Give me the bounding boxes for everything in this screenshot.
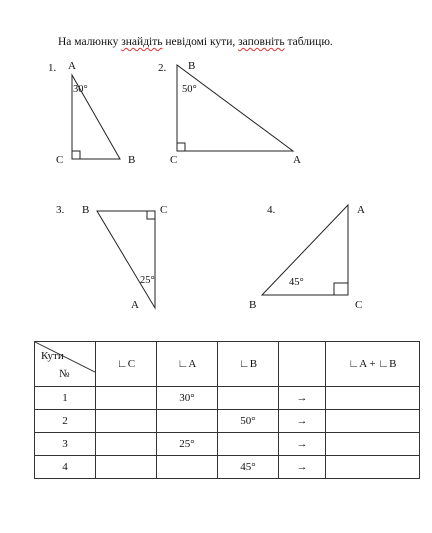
task-text-3: невідомі кути, bbox=[162, 36, 239, 48]
cell-angle-b[interactable]: 45° bbox=[218, 456, 279, 479]
figure-3-number: 3. bbox=[56, 204, 65, 216]
cell-row-number: 4 bbox=[35, 456, 96, 479]
cell-angle-a[interactable]: 30° bbox=[157, 387, 218, 410]
header-arrow-column bbox=[279, 342, 326, 387]
triangle-2 bbox=[177, 65, 293, 151]
task-text-5: таблицю. bbox=[284, 36, 333, 48]
cell-angle-b[interactable]: 50° bbox=[218, 410, 279, 433]
right-angle-mark-1 bbox=[72, 151, 80, 159]
figure-1-vertex-b: B bbox=[128, 154, 136, 166]
figure-2-vertex-c: C bbox=[170, 154, 178, 166]
answer-table bbox=[34, 341, 420, 479]
cell-angle-a[interactable]: 25° bbox=[157, 433, 218, 456]
figure-4-vertex-a: A bbox=[357, 204, 365, 216]
figure-2-angle: 50° bbox=[182, 84, 197, 95]
cell-arrow: → bbox=[279, 433, 326, 456]
cell-angle-sum[interactable] bbox=[326, 433, 420, 456]
right-angle-mark-4 bbox=[334, 283, 348, 295]
cell-arrow: → bbox=[279, 456, 326, 479]
figure-1-vertex-c: C bbox=[56, 154, 64, 166]
figure-3-vertex-b: B bbox=[82, 204, 90, 216]
figure-4-angle: 45° bbox=[289, 277, 304, 288]
figure-1-number: 1. bbox=[48, 62, 57, 74]
cell-angle-b[interactable] bbox=[218, 433, 279, 456]
corner-label-angles: Кути bbox=[41, 350, 64, 362]
figure-4-number: 4. bbox=[267, 204, 276, 216]
triangle-3 bbox=[97, 211, 155, 308]
figure-2-number: 2. bbox=[158, 62, 167, 74]
cell-angle-c[interactable] bbox=[96, 433, 157, 456]
figure-3-angle: 25° bbox=[140, 275, 155, 286]
table-row bbox=[35, 433, 420, 456]
cell-row-number: 1 bbox=[35, 387, 96, 410]
header-angle-a: ∟A bbox=[157, 342, 218, 387]
cell-arrow: → bbox=[279, 410, 326, 433]
cell-angle-c[interactable] bbox=[96, 387, 157, 410]
figure-4-vertex-c: C bbox=[355, 299, 363, 311]
cell-row-number: 2 bbox=[35, 410, 96, 433]
header-angle-c: ∟C bbox=[96, 342, 157, 387]
header-angle-sum: ∟A + ∟B bbox=[326, 342, 420, 387]
cell-angle-a[interactable] bbox=[157, 456, 218, 479]
cell-angle-sum[interactable] bbox=[326, 456, 420, 479]
table-corner-cell bbox=[35, 342, 96, 387]
figure-3-vertex-c: C bbox=[160, 204, 168, 216]
cell-angle-a[interactable] bbox=[157, 410, 218, 433]
table-row bbox=[35, 456, 420, 479]
cell-angle-b[interactable] bbox=[218, 387, 279, 410]
right-angle-mark-3 bbox=[147, 211, 155, 219]
table-row bbox=[35, 387, 420, 410]
table-header-row bbox=[35, 342, 420, 387]
cell-angle-c[interactable] bbox=[96, 456, 157, 479]
task-text-1: На малюнку bbox=[58, 36, 122, 48]
cell-angle-c[interactable] bbox=[96, 410, 157, 433]
cell-angle-sum[interactable] bbox=[326, 387, 420, 410]
header-angle-b: ∟B bbox=[218, 342, 279, 387]
task-text-2: знайдіть bbox=[121, 36, 163, 48]
table-row bbox=[35, 410, 420, 433]
right-angle-mark-2 bbox=[177, 143, 185, 151]
figure-2-vertex-a: A bbox=[293, 154, 301, 166]
figure-1-angle: 30° bbox=[73, 84, 88, 95]
figure-2-vertex-b: B bbox=[188, 60, 196, 72]
figure-4-vertex-b: B bbox=[249, 299, 257, 311]
triangle-4 bbox=[262, 205, 348, 295]
cell-arrow: → bbox=[279, 387, 326, 410]
cell-angle-sum[interactable] bbox=[326, 410, 420, 433]
cell-row-number: 3 bbox=[35, 433, 96, 456]
figure-1-vertex-a: A bbox=[68, 60, 76, 72]
corner-label-number: № bbox=[59, 368, 70, 380]
figure-3-vertex-a: A bbox=[131, 299, 139, 311]
task-text-4: заповніть bbox=[238, 36, 285, 48]
